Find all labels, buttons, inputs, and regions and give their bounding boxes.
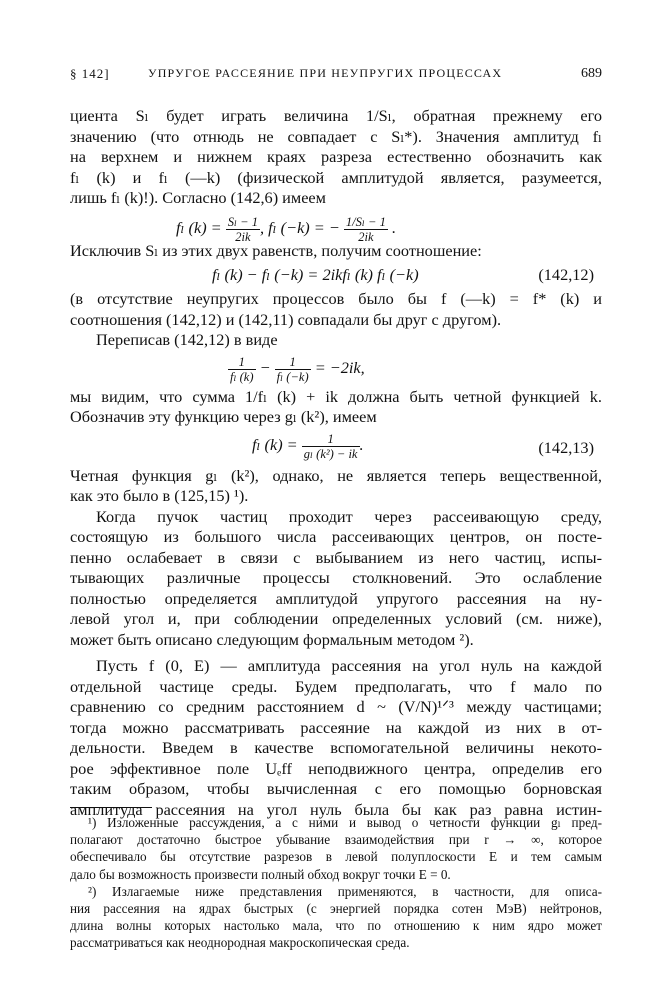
text-line: на верхнем и нижнем краях разреза естественно обозначить как [70,147,602,166]
text-line: состоящую из большого числа рассеивающих центров, он посте- [70,527,602,546]
text-line: Обозначив эту функцию через gₗ (k²), имеем [70,407,377,426]
text-line: Четная функция gₗ (k²), однако, не является теперь вещественной, [70,465,602,485]
text-line: циента Sₗ будет играть величина 1/Sₗ, обратная прежнему его [70,106,602,125]
denominator: fₗ (−k) [276,369,309,384]
denominator: gₗ (k²) − ik [303,446,358,461]
text-line: сравнению со средним расстоянием d ~ (V/N)¹ᐟ³ между частицами; [70,697,602,716]
footnote-line: длина волны которых настолько мала, что по отношению к ним ядро может [70,918,602,934]
main-text [70,106,602,820]
text-line: тывающих различные процессы столкновений. Это ослабление [70,568,602,587]
equation-3 [70,351,602,387]
text-line: таким образом, чтобы вычисленная с его помощью борновская [70,779,602,798]
text-line: отдельной частице среды. Будем предполагать, что f мало по [70,676,602,696]
text-line: может быть описано следующим формальным методом ²). [70,629,474,649]
footnotes [70,814,602,952]
text-line: левой угол и, при соблюдении определенных условий (см. ниже), [70,609,602,628]
text-line: мы видим, что сумма 1/fₗ (k) + ik должна быть четной функцией k. [70,386,602,406]
equation-number: (142,13) [538,437,594,457]
equation-2 [70,261,602,289]
equation-4 [70,428,602,466]
running-header [70,66,602,86]
numerator: 1 [302,432,360,447]
denominator: fₗ (k) [230,369,254,384]
footnote-line: обеспечивало бы отсутствие разрезов в левой полуплоскости E и тем самым [70,849,602,865]
fraction [226,215,260,244]
text-line: амплитуда рассеяния на угол нуль была бы как раз равна истин- [70,799,602,819]
text-line: значению (что отнюдь не совпадает с Sₗ*). Значения амплитуд fₗ [70,126,602,146]
text-line: Исключив Sₗ из этих двух равенств, получим соотношение: [70,240,482,260]
numerator: 1/Sₗ − 1 [345,214,386,229]
footnote-line: ния рассеяния на ядрах быстрых (с энергией порядка сотен МэВ) нейтронов, [70,900,602,916]
numerator: 1 [275,355,311,370]
footnote-line: рассматриваться как неоднородная макроскопическая среда. [70,935,410,951]
text-line: Пусть f (0, E) — амплитуда рассеяния на угол нуль на каждой [96,656,602,675]
running-title: УПРУГОЕ РАССЕЯНИЕ ПРИ НЕУПРУГИХ ПРОЦЕССАХ [148,66,503,80]
text-line: полностью определяется амплитудой упругого рассеяния на ну- [70,588,602,608]
footnote-line: ²) Излагаемые ниже представления применяются, в частности, для описа- [88,883,602,899]
text-line: дельности. Введем в качестве вспомогательной величины некото- [70,738,602,757]
text-line: (в отсутствие неупругих процессов было бы f (—k) = f* (k) и [70,289,602,308]
equation-term: fₗ (k) = [252,434,298,454]
equation-body: fₗ (k) − fₗ (−k) = 2ikfₗ (k) fₗ (−k) [212,265,419,284]
denominator: 2ik [235,229,251,244]
text-line: соотношения (142,12) и (142,11) совпадали бы друг с другом). [70,309,502,329]
fraction [228,355,256,384]
equation-term: − [259,357,271,377]
text-line: Переписав (142,12) в виде [96,330,278,349]
denominator: 2ik [358,229,374,244]
footnote-line: ¹) Изложенные рассуждения, а с ними и вывод о четности функции gₗ пред- [88,815,602,830]
equation-term: , fₗ (−k) = − [259,217,340,237]
equation-term: = −2ik, [314,357,365,377]
text-line: пенно ослабевает в связи с выбыванием из него частиц, испы- [70,547,602,567]
footnote-divider [70,807,152,808]
text-line: рое эффективное поле Uₑff неподвижного центра, определив его [70,758,602,778]
text-line: лишь fₗ (k)!). Согласно (142,6) имеем [70,188,326,207]
fraction [275,355,311,384]
footnote-line: дало бы возможность произвести полный обход вокруг точки E = 0. [70,866,451,882]
equation-number: (142,12) [538,265,594,284]
text-line: как это было в (125,15) ¹). [70,486,249,505]
equation-term: fₗ (k) = [176,217,222,237]
page-number: 689 [581,66,602,81]
equation-1 [70,209,602,244]
text-line: fₗ (k) и fₗ (—k) (физической амплитудой является, разумеется, [70,167,602,187]
section-marker: § 142] [70,66,110,81]
footnote-line: полагают достаточно быстрое убывание взаимодействия при r → ∞, которое [70,832,602,848]
text-line: тогда можно рассматривать рассеяние на каждой из них в от- [70,717,602,737]
fraction [302,432,360,461]
numerator: 1 [228,355,256,370]
fraction [344,215,388,244]
numerator: Sₗ − 1 [227,214,258,229]
text-line: Когда пучок частиц проходит через рассеивающую среду, [96,506,602,526]
equation-term: . [359,434,364,454]
equation-term: . [391,217,397,237]
